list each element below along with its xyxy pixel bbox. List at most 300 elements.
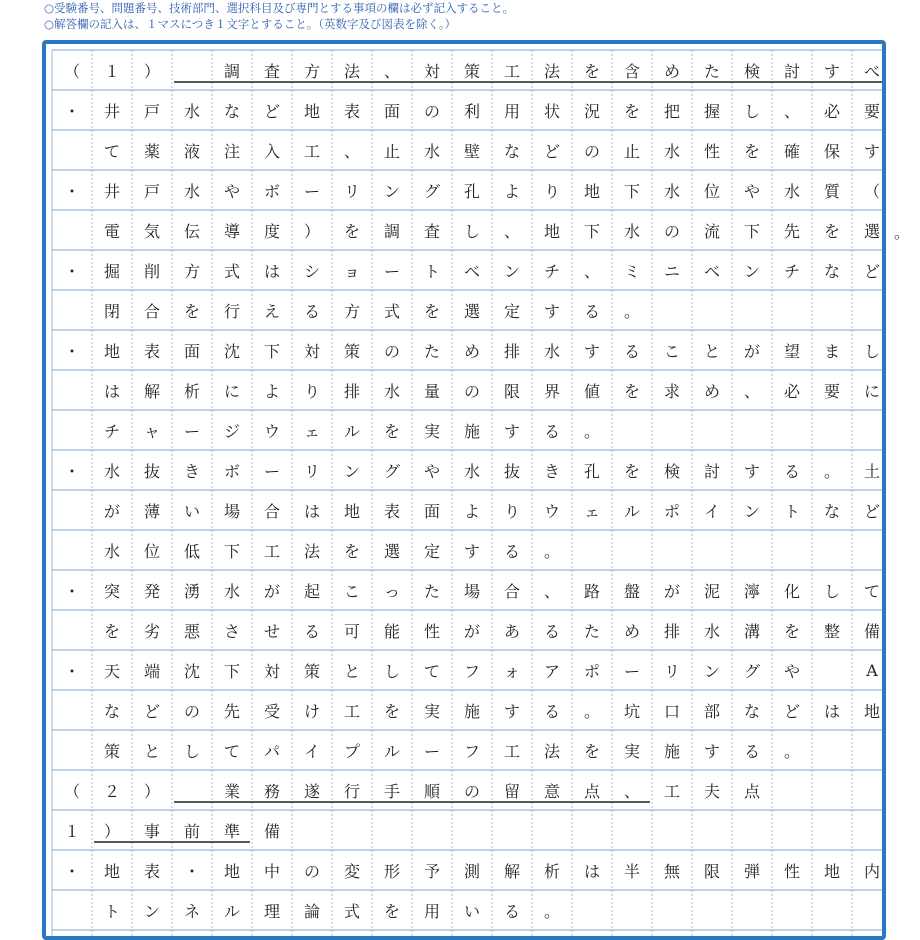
char-cell: [52, 210, 92, 250]
char-cell: る: [623, 341, 640, 361]
char-cell: 法: [303, 541, 320, 561]
char-cell: ー: [183, 421, 200, 441]
char-cell: 留: [503, 781, 520, 801]
answer-sheet: [42, 40, 886, 940]
char-cell: 悪: [183, 621, 200, 641]
char-cell: 対: [303, 341, 320, 361]
char-cell: り: [503, 501, 520, 521]
char-cell: 土: [863, 461, 880, 481]
char-cell: 止: [383, 141, 400, 161]
char-cell: ）: [143, 781, 160, 801]
char-cell: 中: [263, 861, 280, 881]
char-cell: る: [543, 421, 560, 441]
char-cell: る: [783, 461, 800, 481]
char-cell: ・: [63, 861, 80, 881]
char-cell: 調: [383, 221, 400, 241]
char-cell: る: [503, 901, 520, 921]
char-cell: が: [463, 621, 480, 641]
char-cell: を: [383, 421, 400, 441]
char-cell: た: [423, 581, 440, 601]
char-cell: 対: [423, 61, 440, 81]
char-cell: 面: [183, 341, 200, 361]
char-cell: 。: [583, 701, 600, 721]
char-cell: 水: [103, 461, 120, 481]
char-cell: 工: [343, 701, 360, 721]
char-cell: [172, 50, 212, 90]
char-cell: （: [63, 61, 80, 81]
char-cell: べ: [863, 61, 880, 81]
char-cell: 、: [343, 141, 360, 161]
char-cell: け: [303, 701, 320, 721]
char-cell: せ: [263, 621, 280, 641]
char-cell: し: [463, 221, 480, 241]
char-cell: 表: [143, 861, 160, 881]
char-cell: の: [383, 341, 400, 361]
char-cell: ト: [783, 501, 800, 521]
answer-row: [52, 610, 886, 650]
char-cell: を: [783, 621, 800, 641]
char-cell: ・: [63, 101, 80, 121]
char-cell: ・: [63, 661, 80, 681]
char-cell: 状: [543, 101, 560, 121]
char-cell: チ: [543, 261, 560, 281]
char-cell: っ: [383, 581, 400, 601]
char-cell: ど: [143, 701, 160, 721]
char-cell: 要: [823, 381, 840, 401]
answer-row: [52, 650, 886, 690]
char-cell: 限: [703, 861, 720, 881]
char-cell: 法: [543, 741, 560, 761]
char-cell: 限: [503, 381, 520, 401]
char-cell: 合: [263, 501, 280, 521]
char-cell: が: [743, 341, 760, 361]
char-cell: の: [463, 781, 480, 801]
char-cell: を: [583, 741, 600, 761]
char-cell: ョ: [343, 261, 360, 281]
char-cell: ・: [63, 261, 80, 281]
char-cell: 。: [623, 301, 640, 321]
char-cell: 下: [223, 541, 240, 561]
char-cell: 地: [543, 221, 560, 241]
char-cell: よ: [463, 501, 480, 521]
char-cell: 合: [143, 301, 160, 321]
char-cell: ー: [263, 461, 280, 481]
char-cell: 検: [743, 61, 760, 81]
char-cell: 検: [663, 461, 680, 481]
char-cell: ・: [63, 581, 80, 601]
char-cell: 含: [623, 61, 640, 81]
char-cell: 井: [103, 181, 120, 201]
char-cell: 利: [463, 101, 480, 121]
answer-row: [52, 530, 886, 570]
char-cell: 遂: [303, 781, 320, 801]
char-cell: た: [423, 341, 440, 361]
char-cell: を: [743, 141, 760, 161]
char-cell: 水: [223, 581, 240, 601]
char-cell: 地: [103, 861, 120, 881]
char-cell: 査: [263, 61, 280, 81]
char-cell: 地: [343, 501, 360, 521]
char-cell: 閉: [103, 301, 120, 321]
char-cell: ポ: [583, 661, 600, 681]
char-cell: 水: [703, 621, 720, 641]
char-cell: 用: [423, 901, 440, 921]
char-cell: 順: [423, 781, 440, 801]
char-cell: 排: [343, 381, 360, 401]
char-cell: 性: [783, 861, 800, 881]
char-cell: イ: [703, 501, 720, 521]
char-cell: 表: [143, 341, 160, 361]
answer-row: [52, 890, 886, 930]
char-cell: 量: [423, 381, 440, 401]
char-cell: 低: [183, 541, 200, 561]
char-cell: ン: [343, 461, 360, 481]
char-cell: り: [303, 381, 320, 401]
char-cell: 解: [503, 861, 520, 881]
char-cell: 式: [223, 261, 240, 281]
char-cell: 変: [343, 861, 360, 881]
char-cell: 劣: [143, 621, 160, 641]
char-cell: 抜: [143, 461, 160, 481]
char-cell: 選: [383, 541, 400, 561]
char-cell: す: [703, 741, 720, 761]
char-cell: き: [543, 461, 560, 481]
char-cell: る: [503, 541, 520, 561]
char-cell: ・: [63, 341, 80, 361]
char-cell: 孔: [463, 181, 480, 201]
char-cell: 地: [863, 701, 880, 721]
char-cell: チ: [103, 421, 120, 441]
answer-row: [52, 850, 886, 890]
char-cell: 式: [383, 301, 400, 321]
char-cell: す: [863, 141, 880, 161]
char-cell: 工: [263, 541, 280, 561]
char-cell: 水: [783, 181, 800, 201]
char-cell: 、: [743, 381, 760, 401]
char-cell: を: [583, 61, 600, 81]
char-cell: る: [543, 701, 560, 721]
char-cell: 、: [383, 61, 400, 81]
char-cell: 地: [583, 181, 600, 201]
char-cell: イ: [303, 741, 320, 761]
char-cell: こ: [343, 581, 360, 601]
char-cell: ャ: [143, 421, 160, 441]
char-cell: が: [103, 501, 120, 521]
char-cell: ボ: [263, 181, 280, 201]
char-cell: 液: [183, 141, 200, 161]
char-cell: ど: [863, 261, 880, 281]
char-cell: 施: [463, 421, 480, 441]
char-cell: 水: [423, 141, 440, 161]
char-cell: 選: [463, 301, 480, 321]
answer-row: [52, 370, 886, 410]
char-cell: 薬: [143, 141, 160, 161]
char-cell: 弾: [743, 861, 760, 881]
char-cell: と: [143, 741, 160, 761]
answer-row: [52, 690, 886, 730]
char-cell: し: [823, 581, 840, 601]
char-cell: ト: [103, 901, 120, 921]
char-cell: 対: [263, 661, 280, 681]
char-cell: ジ: [223, 421, 240, 441]
char-cell: 盤: [623, 581, 640, 601]
char-cell: 電: [103, 221, 120, 241]
char-cell: ン: [703, 661, 720, 681]
char-cell: 理: [263, 901, 280, 921]
char-cell: 薄: [143, 501, 160, 521]
char-cell: い: [183, 501, 200, 521]
char-cell: 界: [543, 381, 560, 401]
char-cell: ル: [223, 901, 240, 921]
char-cell: 。: [543, 541, 560, 561]
char-cell: [52, 290, 92, 330]
char-cell: ど: [783, 701, 800, 721]
answer-row: [52, 730, 886, 770]
char-cell: （: [863, 181, 880, 201]
answer-row: [52, 290, 886, 330]
char-cell: [52, 610, 92, 650]
char-cell: 策: [303, 661, 320, 681]
char-cell: ・: [183, 861, 200, 881]
char-cell: は: [583, 861, 600, 881]
char-cell: 入: [263, 141, 280, 161]
char-cell: ー: [423, 741, 440, 761]
char-cell: 場: [463, 581, 480, 601]
char-cell: 、: [583, 261, 600, 281]
char-cell: 水: [103, 541, 120, 561]
char-cell: 予: [423, 861, 440, 881]
char-cell: が: [663, 581, 680, 601]
char-cell: を: [343, 541, 360, 561]
char-cell: 査: [423, 221, 440, 241]
char-cell: え: [263, 301, 280, 321]
char-cell: ・: [63, 181, 80, 201]
char-cell: し: [743, 101, 760, 121]
char-cell: グ: [423, 181, 440, 201]
char-cell: 点: [583, 781, 600, 801]
char-cell: 形: [383, 861, 400, 881]
char-cell: 、: [783, 101, 800, 121]
char-cell: 地: [103, 341, 120, 361]
char-cell: 実: [423, 421, 440, 441]
char-cell: に: [223, 381, 240, 401]
char-cell: 水: [383, 381, 400, 401]
char-cell: ン: [503, 261, 520, 281]
char-cell: ン: [743, 261, 760, 281]
char-cell: 行: [343, 781, 360, 801]
answer-row: [52, 170, 886, 210]
char-cell: な: [223, 101, 240, 121]
char-cell: 、: [503, 221, 520, 241]
char-cell: ェ: [583, 501, 600, 521]
char-cell: 地: [223, 861, 240, 881]
char-cell: [52, 530, 92, 570]
char-cell: よ: [263, 381, 280, 401]
char-cell: は: [303, 501, 320, 521]
char-cell: な: [503, 141, 520, 161]
char-cell: 調: [223, 61, 240, 81]
char-cell: の: [663, 221, 680, 241]
char-cell: は: [823, 701, 840, 721]
char-cell: 表: [383, 501, 400, 521]
answer-row: [52, 330, 886, 370]
char-cell: や: [743, 181, 760, 201]
char-cell: す: [543, 301, 560, 321]
char-cell: １: [103, 61, 120, 81]
char-cell: 業: [223, 781, 240, 801]
char-cell: て: [103, 141, 120, 161]
char-cell: ル: [623, 501, 640, 521]
char-cell: 論: [303, 901, 320, 921]
answer-row: [52, 490, 886, 530]
char-cell: 注: [223, 141, 240, 161]
char-cell: ト: [423, 261, 440, 281]
char-cell: 下: [623, 181, 640, 201]
char-cell: き: [183, 461, 200, 481]
char-cell: な: [743, 701, 760, 721]
char-cell: の: [183, 701, 200, 721]
char-cell: 法: [343, 61, 360, 81]
char-cell: を: [423, 301, 440, 321]
char-cell: 方: [183, 261, 200, 281]
char-cell: ど: [863, 501, 880, 521]
char-cell: が: [263, 581, 280, 601]
char-cell: [52, 690, 92, 730]
char-cell: と: [703, 341, 720, 361]
char-cell: 握: [703, 101, 720, 121]
char-cell: さ: [223, 621, 240, 641]
char-cell: （: [63, 781, 80, 801]
char-cell: [52, 130, 92, 170]
char-cell: ）: [103, 821, 120, 841]
char-cell: パ: [263, 741, 280, 761]
char-cell: ル: [343, 421, 360, 441]
char-cell: ど: [543, 141, 560, 161]
char-cell: を: [383, 901, 400, 921]
char-cell: 能: [383, 621, 400, 641]
char-cell: [52, 490, 92, 530]
answer-row: [52, 810, 886, 850]
char-cell: あ: [503, 621, 520, 641]
char-cell: 討: [703, 461, 720, 481]
char-cell: 表: [343, 101, 360, 121]
char-cell: 性: [423, 621, 440, 641]
char-cell: を: [383, 701, 400, 721]
char-cell: の: [583, 141, 600, 161]
char-cell: 下: [223, 661, 240, 681]
char-cell: 突: [103, 581, 120, 601]
char-cell: す: [743, 461, 760, 481]
char-cell: グ: [743, 661, 760, 681]
char-cell: る: [583, 301, 600, 321]
char-cell: 掘: [103, 261, 120, 281]
char-cell: 、: [623, 781, 640, 801]
char-cell: を: [183, 301, 200, 321]
char-cell: り: [543, 181, 560, 201]
char-cell: 水: [623, 221, 640, 241]
char-cell: 式: [343, 901, 360, 921]
char-cell: フ: [463, 661, 480, 681]
char-cell: め: [663, 61, 680, 81]
char-cell: 度: [263, 221, 280, 241]
char-cell: ど: [263, 101, 280, 121]
char-cell: フ: [463, 741, 480, 761]
char-cell: 合: [503, 581, 520, 601]
instruction-line-2: ○解答欄の記入は、１マスにつき１文字とすること。（英数字及び図表を除く。）: [44, 17, 457, 31]
char-cell: 点: [743, 781, 760, 801]
char-cell: ー: [303, 181, 320, 201]
char-cell: 要: [863, 101, 880, 121]
char-cell: 。: [583, 421, 600, 441]
char-cell: チ: [783, 261, 800, 281]
char-cell: リ: [663, 661, 680, 681]
char-cell: 流: [703, 221, 720, 241]
char-cell: の: [303, 861, 320, 881]
char-cell: 準: [223, 821, 240, 841]
char-cell: リ: [343, 181, 360, 201]
char-cell: 必: [783, 381, 800, 401]
char-cell: 策: [103, 741, 120, 761]
char-cell: ン: [743, 501, 760, 521]
char-cell: す: [583, 341, 600, 361]
answer-row: [52, 770, 886, 810]
char-cell: [172, 770, 212, 810]
char-cell: 解: [143, 381, 160, 401]
char-cell: 面: [423, 501, 440, 521]
char-cell: 。: [543, 901, 560, 921]
char-cell: ）: [303, 221, 320, 241]
char-cell: ー: [383, 261, 400, 281]
char-cell: ベ: [703, 261, 720, 281]
char-cell: 孔: [583, 461, 600, 481]
char-cell: 場: [223, 501, 240, 521]
char-cell: 質: [823, 181, 840, 201]
char-cell: ー: [623, 661, 640, 681]
char-cell: 必: [823, 101, 840, 121]
char-cell: ネ: [183, 901, 200, 921]
answer-row: [52, 50, 886, 90]
char-cell: し: [183, 741, 200, 761]
char-cell: [52, 730, 92, 770]
answer-row: [52, 250, 886, 290]
char-cell: す: [823, 61, 840, 81]
char-cell: め: [463, 341, 480, 361]
char-cell: 用: [503, 101, 520, 121]
char-cell: 下: [583, 221, 600, 241]
char-cell: 実: [623, 741, 640, 761]
char-cell: い: [463, 901, 480, 921]
char-cell: 整: [823, 621, 840, 641]
answer-grid: [46, 44, 886, 940]
char-cell: 位: [143, 541, 160, 561]
char-cell: て: [423, 661, 440, 681]
char-cell: [52, 890, 92, 930]
char-cell: は: [103, 381, 120, 401]
char-cell: 水: [663, 141, 680, 161]
char-cell: 意: [543, 781, 560, 801]
char-cell: 保: [823, 141, 840, 161]
char-cell: す: [503, 701, 520, 721]
char-cell: な: [823, 501, 840, 521]
char-cell: る: [543, 621, 560, 641]
char-cell: 水: [183, 181, 200, 201]
char-cell: 求: [663, 381, 680, 401]
char-cell: る: [743, 741, 760, 761]
char-cell: を: [623, 101, 640, 121]
char-cell: や: [223, 181, 240, 201]
char-cell: 伝: [183, 221, 200, 241]
char-cell: 水: [543, 341, 560, 361]
